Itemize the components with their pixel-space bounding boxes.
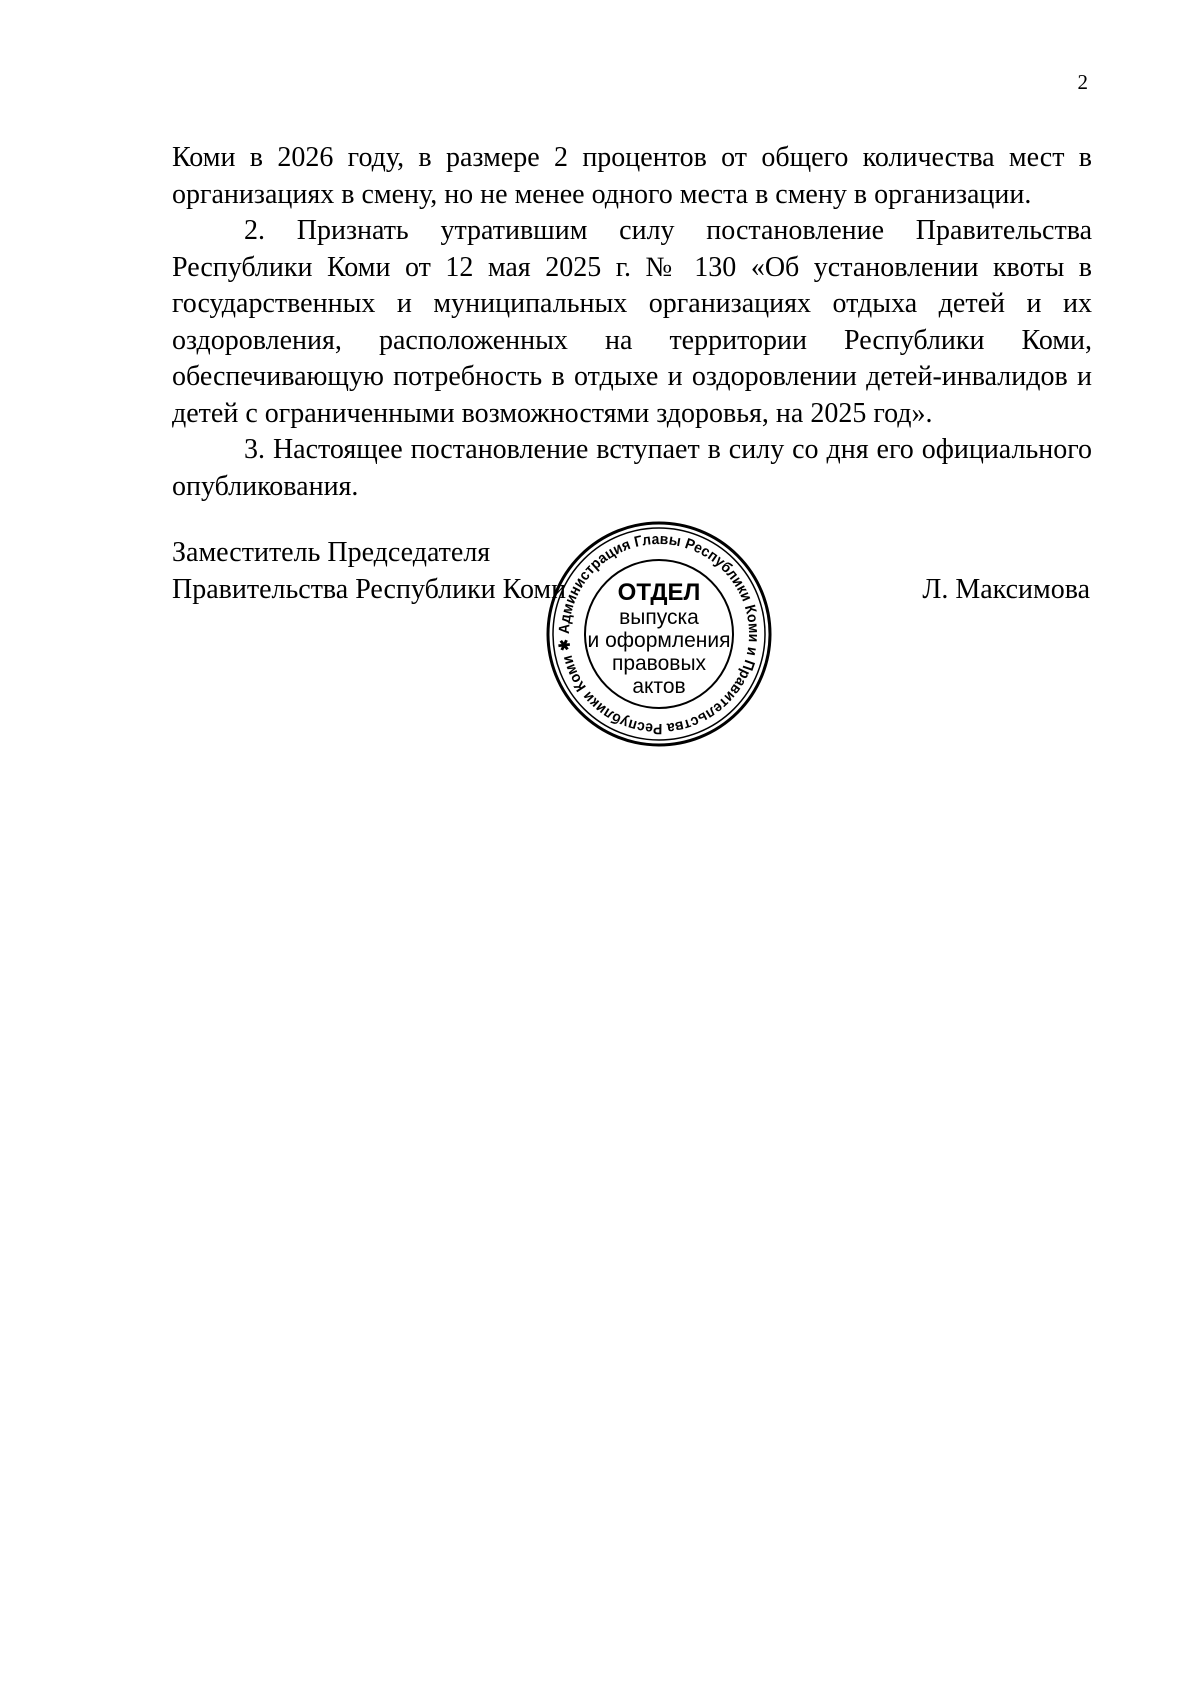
official-stamp — [545, 520, 773, 748]
stamp-graphic — [545, 520, 773, 748]
stamp-center-line-1: ОТДЕЛ — [617, 579, 701, 606]
stamp-center-line-4: правовых — [611, 652, 707, 675]
paragraph-item-2: 2. Признать утратившим силу постановление Правительства Республики Коми от 12 мая 2025 г. № 130 «Об установлении квоты в государственных и муниципальных организациях отдыха детей и их оздоровления, расположенных на территории Республики Коми, обеспечивающую потребность в отдыхе и оздоровлении детей-инвалидов и детей с ограниченными возможностями здоровья, на 2025 год». — [172, 215, 1092, 429]
stamp-center-line-5: актов — [632, 675, 686, 698]
paragraph-continuation: Коми в 2026 году, в размере 2 процентов от общего количества мест в организациях в смену, но не менее одного места в смену в организации. — [172, 142, 1092, 210]
paragraph-item-3: 3. Настоящее постановление вступает в силу со дня его официального опубликования. — [172, 434, 1092, 502]
page-number: 2 — [1077, 70, 1088, 94]
signatory-name: Л. Максимова — [922, 574, 1090, 605]
stamp-center-line-3: и оформления — [587, 629, 731, 652]
document-body — [172, 140, 1092, 505]
stamp-center-line-2: выпуска — [619, 606, 699, 629]
stamp-center-text — [588, 579, 731, 698]
signatory-title-line-2: Правительства Республики Коми — [172, 573, 567, 605]
stamp-ring-text: Администрация Главы Республики Коми и Правительства Республики Коми ✱ — [555, 530, 763, 738]
signatory-title — [172, 535, 566, 608]
signatory-title-line-1: Заместитель Председателя — [172, 537, 491, 568]
